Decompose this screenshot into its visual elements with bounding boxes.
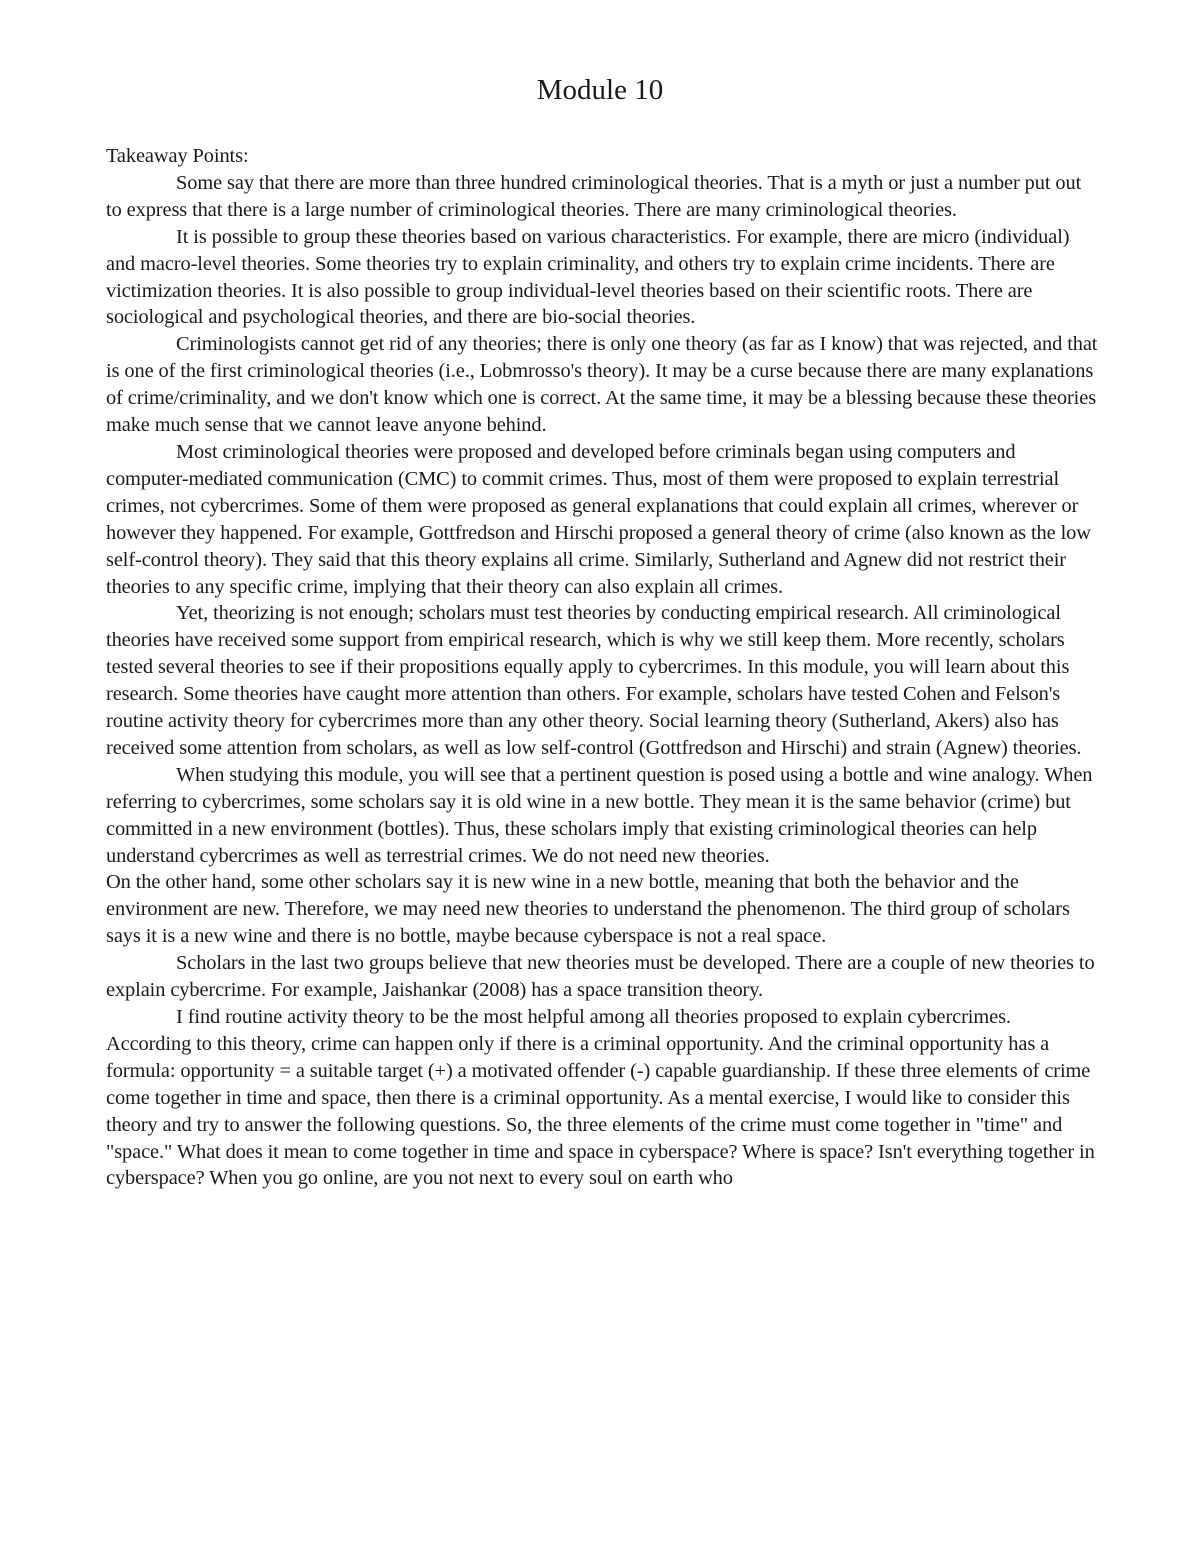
paragraph-1: Some say that there are more than three hundred criminological theories. That is a myth or just a number put out to express that there is a large number of criminological theories. There are many criminological theories. [106, 171, 1082, 221]
paragraph-3: Criminologists cannot get rid of any theories; there is only one theory (as far as I know) that was rejected, and that is one of the first criminological theories (i.e., Lobmrosso's theory). It may be a curse because there are many explanations of crime/criminality, and we don't know which one is correct. At the same time, it may be a blessing because these theories make much sense that we cannot leave anyone behind. [106, 333, 1098, 437]
paragraph-6: When studying this module, you will see that a pertinent question is posed using a bottle and wine analogy. When referring to cybercrimes, some scholars say it is old wine in a new bottle. They mean it is the same behavior (crime) but committed in a new environment (bottles). Thus, these scholars imply that existing criminological theories can help understand cybercrimes as well as terrestrial crimes. We do not need new theories. [106, 763, 1093, 867]
paragraph-4: Most criminological theories were proposed and developed before criminals began using computers and computer-mediated communication (CMC) to commit crimes. Thus, most of them were proposed to explain terrestrial crimes, not cybercrimes. Some of them were proposed as general explanations that could explain all crimes, wherever or however they happened. For example, Gottfredson and Hirschi proposed a general theory of crime (also known as the low self-control theory). They said that this theory explains all crime. Similarly, Sutherland and Agnew did not restrict their theories to any specific crime, implying that their theory can also explain all crimes. [106, 440, 1091, 598]
paragraph-2: It is possible to group these theories based on various characteristics. For example, there are micro (individual) and macro-level theories. Some theories try to explain criminality, and others try to explain crime incidents. There are victimization theories. It is also possible to group individual-level theories based on their scientific roots. There are sociological and psychological theories, and there are bio-social theories. [106, 225, 1070, 329]
paragraph-8: Scholars in the last two groups believe that new theories must be developed. There are a couple of new theories to explain cybercrime. For example, Jaishankar (2008) has a space transition theory. [106, 952, 1095, 1002]
paragraph-5: Yet, theorizing is not enough; scholars must test theories by conducting empirical research. All criminological theories have received some support from empirical research, which is why we still keep them. More recently, scholars tested several theories to see if their propositions equally apply to cybercrimes. In this module, you will learn about this research. Some theories have caught more attention than others. For example, scholars have tested Cohen and Felson's routine activity theory for cybercrimes more than any other theory. Social learning theory (Sutherland, Akers) also has received some attention from scholars, as well as low self-control (Gottfredson and Hirschi) and strain (Agnew) theories. [106, 602, 1082, 759]
document-body [106, 143, 1098, 1192]
document-title: Module 10 [536, 74, 664, 106]
section-heading: Takeaway Points: [106, 145, 249, 167]
paragraph-7: On the other hand, some other scholars say it is new wine in a new bottle, meaning that both the behavior and the environment are new. Therefore, we may need new theories to understand the phenomenon. The third group of scholars says it is a new wine and there is no bottle, maybe because cyberspace is not a real space. [106, 871, 1070, 948]
paragraph-9: I find routine activity theory to be the most helpful among all theories proposed to explain cybercrimes. According to this theory, crime can happen only if there is a criminal opportunity. And the criminal opportunity has a formula: opportunity = a suitable target (+) a motivated offender (-) capable guardianship. If these three elements of crime come together in time and space, then there is a criminal opportunity. As a mental exercise, I would like to consider this theory and try to answer the following questions. So, the three elements of the crime must come together in "time" and "space." What does it mean to come together in time and space in cyberspace? Where is space? Isn't everything together in cyberspace? When you go online, are you not next to every soul on earth who [106, 1006, 1095, 1190]
